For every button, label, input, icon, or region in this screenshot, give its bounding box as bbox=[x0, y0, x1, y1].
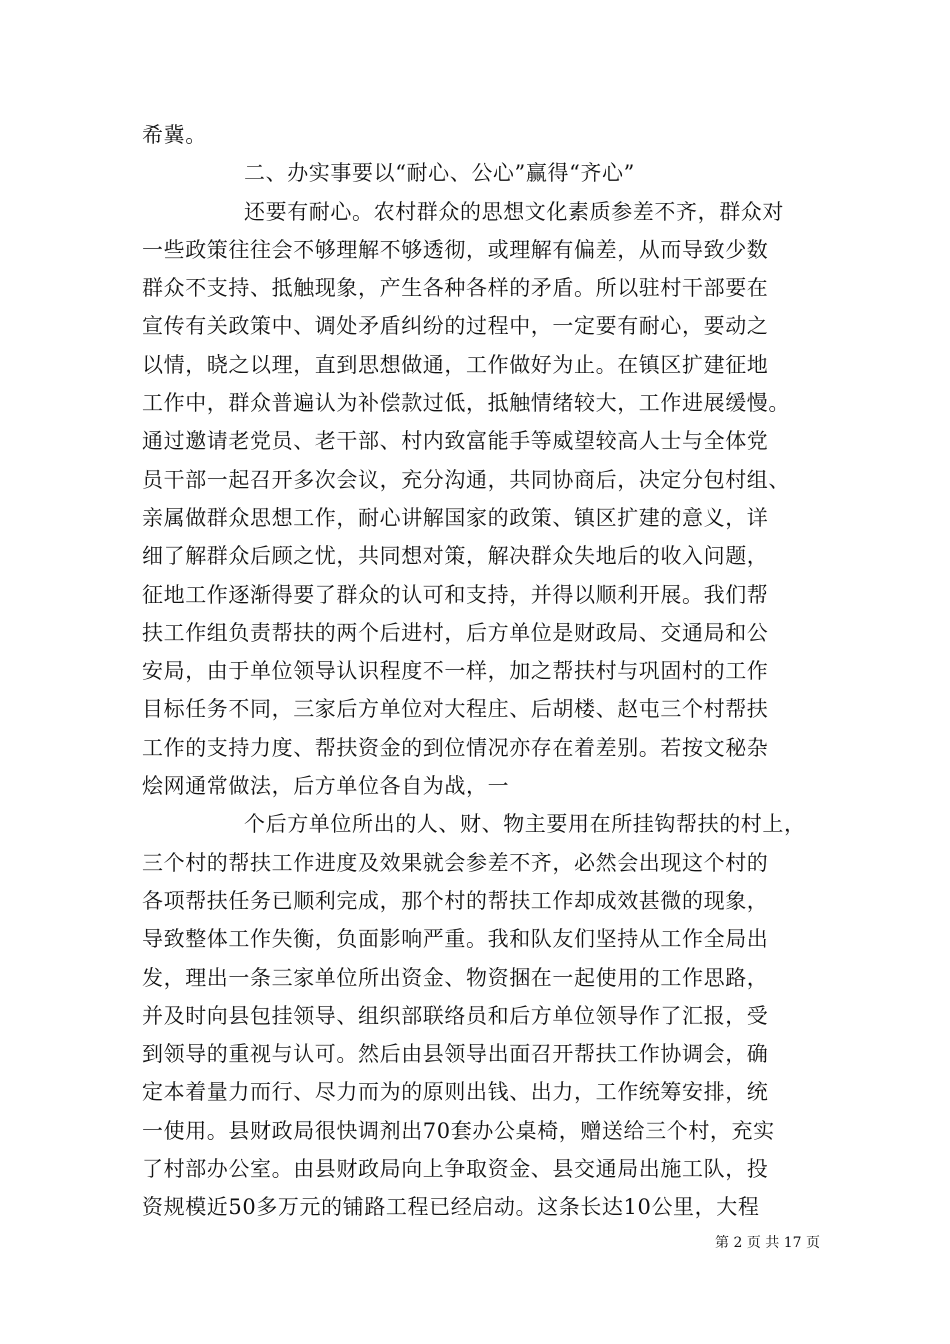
paragraph-line: 个后方单位所出的人、财、物主要用在所挂钩帮扶的村上， bbox=[244, 812, 806, 837]
paragraph-line: 发，理出一条三家单位所出资金、物资捆在一起使用的工作思路， bbox=[142, 965, 769, 990]
paragraph-line: 工作的支持力度、帮扶资金的到位情况亦存在着差别。若按文秘杂 bbox=[142, 735, 769, 760]
paragraph-line: 以情，晓之以理，直到思想做通，工作做好为止。在镇区扩建征地 bbox=[142, 352, 769, 377]
paragraph-line: 通过邀请老党员、老干部、村内致富能手等威望较高人士与全体党 bbox=[142, 429, 769, 454]
paragraph-line: 安局，由于单位领导认识程度不一样，加之帮扶村与巩固村的工作 bbox=[142, 659, 769, 684]
paragraph-line: 烩网通常做法，后方单位各自为战，一 bbox=[142, 774, 510, 799]
paragraph-line: 征地工作逐渐得要了群众的认可和支持，并得以顺利开展。我们帮 bbox=[142, 582, 769, 607]
paragraph-line: 希冀。 bbox=[142, 123, 207, 147]
section-heading: 二、办实事要以“耐心、公心”赢得“齐心” bbox=[244, 161, 635, 186]
paragraph-line: 到领导的重视与认可。然后由县领导出面召开帮扶工作协调会，确 bbox=[142, 1042, 769, 1067]
paragraph-line: 还要有耐心。农村群众的思想文化素质参差不齐，群众对 bbox=[244, 199, 784, 224]
document-body bbox=[142, 116, 822, 1227]
paragraph-line: 目标任务不同，三家后方单位对大程庄、后胡楼、赵屯三个村帮扶 bbox=[142, 697, 769, 722]
paragraph-line: 并及时向县包挂领导、组织部联络员和后方单位领导作了汇报，受 bbox=[142, 1003, 769, 1028]
paragraph-line: 工作中，群众普遍认为补偿款过低，抵触情绪较大，工作进展缓慢。 bbox=[142, 391, 790, 416]
paragraph-line: 一使用。县财政局很快调剂出70套办公桌椅，赠送给三个村，充实 bbox=[142, 1118, 775, 1143]
paragraph-line: 群众不支持、抵触现象，产生各种各样的矛盾。所以驻村干部要在 bbox=[142, 276, 769, 301]
paragraph-line: 了村部办公室。由县财政局向上争取资金、县交通局出施工队，投 bbox=[142, 1157, 769, 1182]
paragraph-line: 资规模近50多万元的铺路工程已经启动。这条长达10公里，大程 bbox=[142, 1195, 760, 1220]
paragraph-line: 扶工作组负责帮扶的两个后进村，后方单位是财政局、交通局和公 bbox=[142, 620, 769, 645]
paragraph-line: 三个村的帮扶工作进度及效果就会参差不齐，必然会出现这个村的 bbox=[142, 850, 769, 875]
paragraph-line: 宣传有关政策中、调处矛盾纠纷的过程中，一定要有耐心，要动之 bbox=[142, 314, 769, 339]
paragraph-line: 各项帮扶任务已顺利完成，那个村的帮扶工作却成效甚微的现象， bbox=[142, 888, 769, 913]
page-number-footer: 第 2 页 共 17 页 bbox=[715, 1235, 820, 1251]
paragraph-line: 员干部一起召开多次会议，充分沟通，共同协商后，决定分包村组、 bbox=[142, 467, 790, 492]
paragraph-line: 定本着量力而行、尽力而为的原则出钱、出力，工作统筹安排，统 bbox=[142, 1080, 769, 1105]
paragraph-line: 一些政策往往会不够理解不够透彻，或理解有偏差，从而导致少数 bbox=[142, 237, 769, 262]
paragraph-line: 导致整体工作失衡，负面影响严重。我和队友们坚持从工作全局出 bbox=[142, 927, 769, 952]
paragraph-line: 亲属做群众思想工作，耐心讲解国家的政策、镇区扩建的意义，详 bbox=[142, 505, 769, 530]
paragraph-line: 细了解群众后顾之忧，共同想对策，解决群众失地后的收入问题， bbox=[142, 544, 769, 569]
